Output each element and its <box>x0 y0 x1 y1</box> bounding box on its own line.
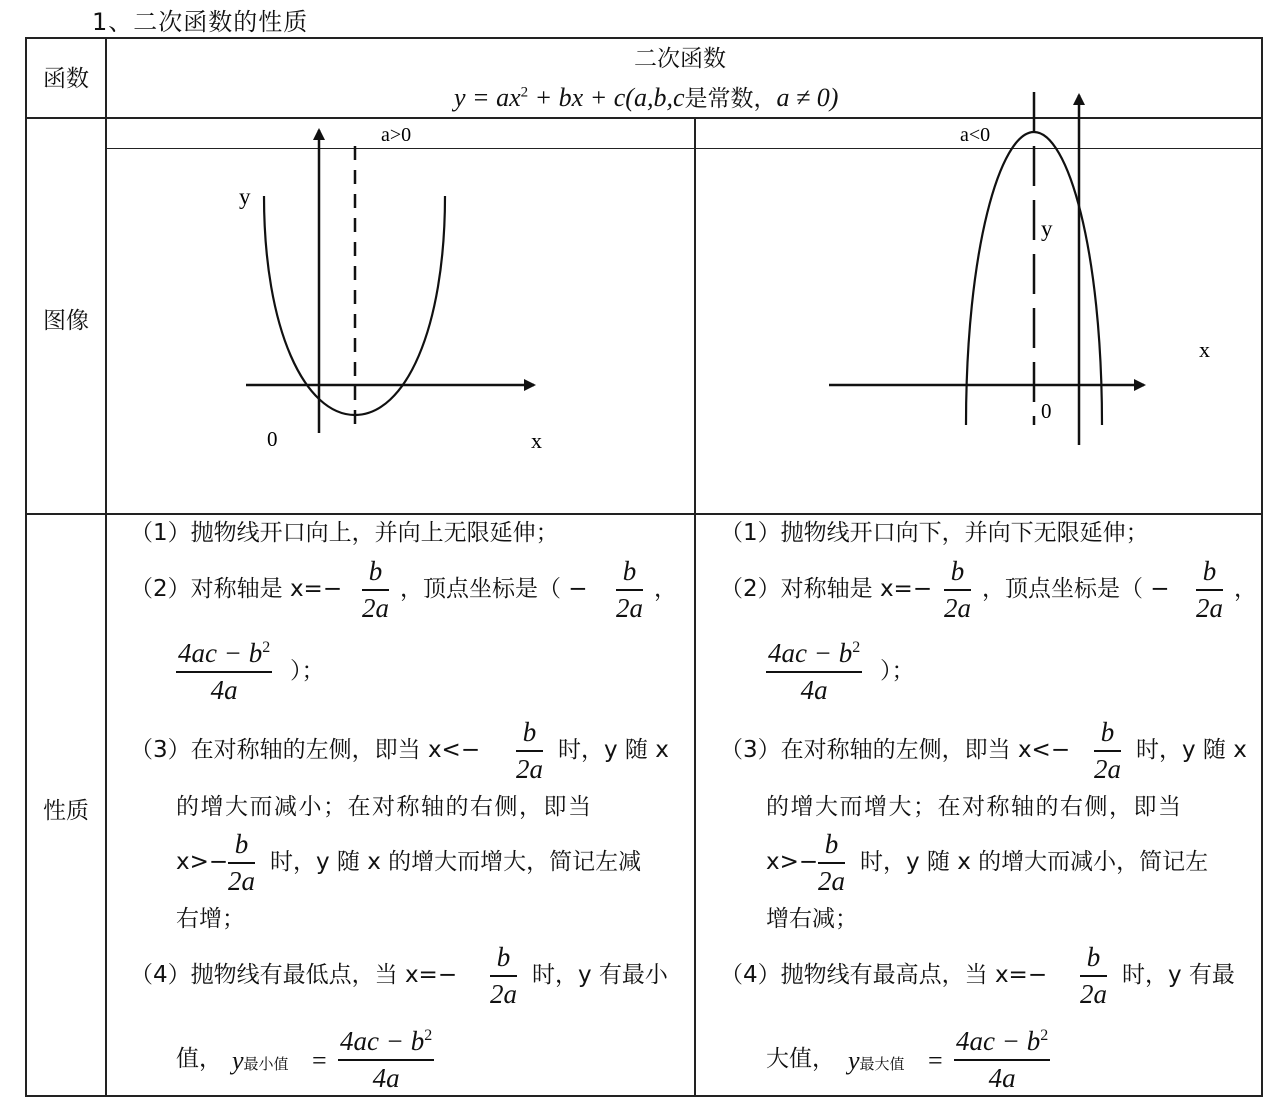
fraction-numerator: b <box>1196 558 1223 591</box>
fraction-denominator: 2a <box>490 979 517 1009</box>
left-prop-3-text-d: x>− <box>176 849 229 875</box>
formula-rest: + bx + c(a,b,c <box>528 83 685 112</box>
right-graph-label: a<0 <box>960 124 991 146</box>
fraction-numerator: b <box>818 831 845 864</box>
fraction-numerator <box>954 1028 1050 1061</box>
ymin-subscript: 最小值 <box>243 1055 289 1073</box>
left-origin-label: 0 <box>267 427 278 451</box>
left-prop-2-vertex-y-fraction <box>176 640 272 704</box>
left-prop-3-text-a: （3）在对称轴的左侧，即当 x<− <box>130 737 481 763</box>
section-heading: 1、二次函数的性质 <box>92 8 309 36</box>
fraction-numerator <box>766 640 862 673</box>
row-label-graph: 图像 <box>43 308 89 334</box>
fraction-numerator <box>176 640 272 673</box>
left-prop-3-text-f: 右增； <box>176 906 245 932</box>
left-prop-3-fraction-a <box>516 719 543 783</box>
fraction-numerator: b <box>1080 944 1107 977</box>
fraction-numerator: b <box>362 558 389 591</box>
left-prop-2-close: ）； <box>290 658 325 684</box>
ymax-subscript: 最大值 <box>859 1055 905 1073</box>
right-x-label: x <box>1199 337 1210 362</box>
left-y-label: y <box>239 184 251 209</box>
right-prop-3-text-f: 增右减； <box>766 906 858 932</box>
left-prop-3-text-e: 时，y 随 x 的增大而增大，简记左减 <box>270 849 642 875</box>
parabola-down-graph <box>829 92 1210 445</box>
fraction-denominator: 2a <box>228 866 255 896</box>
right-prop-3-text-e: 时，y 随 x 的增大而减小，简记左 <box>860 849 1209 875</box>
right-prop-2-comma: ， <box>1234 576 1257 602</box>
ymin-symbol: y <box>232 1046 244 1075</box>
fraction-numerator: b <box>516 719 543 752</box>
right-prop-2-axis-text: （2）对称轴是 x=− <box>720 576 933 602</box>
left-prop-3-text-b: 时，y 随 x <box>558 737 669 763</box>
left-prop-1: （1）抛物线开口向上，并向上无限延伸； <box>130 520 559 546</box>
right-y-label: y <box>1041 216 1053 241</box>
right-prop-2-vertex-fraction <box>1196 558 1223 622</box>
row-label-property: 性质 <box>43 798 89 824</box>
right-prop-4-text-b: 时，y 有最 <box>1122 962 1235 988</box>
numerator-text: 4ac − b <box>340 1026 425 1056</box>
right-prop-1: （1）抛物线开口向下，并向下无限延伸； <box>720 520 1149 546</box>
left-graph-label: a>0 <box>381 124 412 146</box>
numerator-exponent: 2 <box>424 1027 433 1044</box>
right-prop-3-text-a: （3）在对称轴的左侧，即当 x<− <box>720 737 1071 763</box>
fraction-denominator: 4a <box>988 1063 1016 1093</box>
right-prop-3-fraction-b <box>818 831 845 895</box>
right-prop-4-equals: = <box>928 1046 943 1075</box>
right-prop-2-close: ）； <box>880 658 915 684</box>
left-x-label: x <box>531 428 542 453</box>
right-prop-4-text-a: （4）抛物线有最高点，当 x=− <box>720 962 1048 988</box>
left-prop-3-fraction-b <box>228 831 255 895</box>
fraction-numerator <box>338 1028 434 1061</box>
left-prop-3-text-c: 的增大而减小；在对称轴的右侧，即当 <box>176 794 593 820</box>
fraction-denominator: 2a <box>818 866 845 896</box>
fraction-denominator: 4a <box>210 675 238 705</box>
right-prop-4-text-c: 大值， <box>766 1046 835 1072</box>
fraction-numerator: b <box>490 944 517 977</box>
fraction-numerator: b <box>616 558 643 591</box>
right-prop-2-axis-fraction <box>944 558 971 622</box>
numerator-exponent: 2 <box>1040 1027 1049 1044</box>
fraction-numerator: b <box>228 831 255 864</box>
left-prop-4-fraction-a <box>490 944 517 1008</box>
left-prop-4-equals: = <box>312 1046 327 1075</box>
formula-tail: a ≠ 0) <box>776 83 839 112</box>
fraction-denominator: 2a <box>1094 754 1121 784</box>
left-prop-4-text-a: （4）抛物线有最低点，当 x=− <box>130 962 458 988</box>
left-prop-2-axis-fraction <box>362 558 389 622</box>
right-prop-3-text-c: 的增大而增大；在对称轴的右侧，即当 <box>766 794 1183 820</box>
right-prop-2-vertex-y-fraction <box>766 640 862 704</box>
right-prop-3-fraction-a <box>1094 719 1121 783</box>
right-origin-label: 0 <box>1041 399 1052 423</box>
left-prop-2-comma: ， <box>654 576 677 602</box>
left-prop-4-ymin <box>232 1048 289 1074</box>
left-prop-2-vertex-text: ，顶点坐标是（ − <box>400 576 588 602</box>
left-prop-4-fraction-b <box>338 1028 434 1092</box>
left-prop-4-text-c: 值， <box>176 1046 222 1072</box>
numerator-text: 4ac − b <box>768 638 853 668</box>
ymax-symbol: y <box>848 1046 860 1075</box>
fraction-numerator: b <box>944 558 971 591</box>
right-prop-4-fraction-a <box>1080 944 1107 1008</box>
numerator-text: 4ac − b <box>956 1026 1041 1056</box>
numerator-text: 4ac − b <box>178 638 263 668</box>
row-label-function: 函数 <box>43 66 89 92</box>
left-prop-4-text-b: 时，y 有最小 <box>532 962 668 988</box>
formula-chinese: 是常数， <box>684 86 777 112</box>
right-prop-4-fraction-b <box>954 1028 1050 1092</box>
fraction-denominator: 2a <box>616 593 643 623</box>
right-prop-2-vertex-text: ，顶点坐标是（ − <box>982 576 1170 602</box>
right-prop-4-ymax <box>848 1048 905 1074</box>
parabola-up-graph <box>239 124 542 453</box>
fraction-denominator: 2a <box>362 593 389 623</box>
fraction-denominator: 4a <box>372 1063 400 1093</box>
numerator-exponent: 2 <box>852 639 861 656</box>
fraction-denominator: 2a <box>944 593 971 623</box>
fraction-denominator: 4a <box>800 675 828 705</box>
fraction-numerator: b <box>1094 719 1121 752</box>
right-prop-3-text-d: x>− <box>766 849 819 875</box>
left-prop-2-vertex-fraction <box>616 558 643 622</box>
fraction-denominator: 2a <box>1080 979 1107 1009</box>
numerator-exponent: 2 <box>262 639 271 656</box>
right-prop-3-text-b: 时，y 随 x <box>1136 737 1247 763</box>
fraction-denominator: 2a <box>1196 593 1223 623</box>
function-caption: 二次函数 <box>634 46 726 72</box>
formula-exponent: 2 <box>520 84 529 101</box>
fraction-denominator: 2a <box>516 754 543 784</box>
left-prop-2-axis-text: （2）对称轴是 x=− <box>130 576 343 602</box>
formula-lhs: y = ax <box>454 83 521 112</box>
